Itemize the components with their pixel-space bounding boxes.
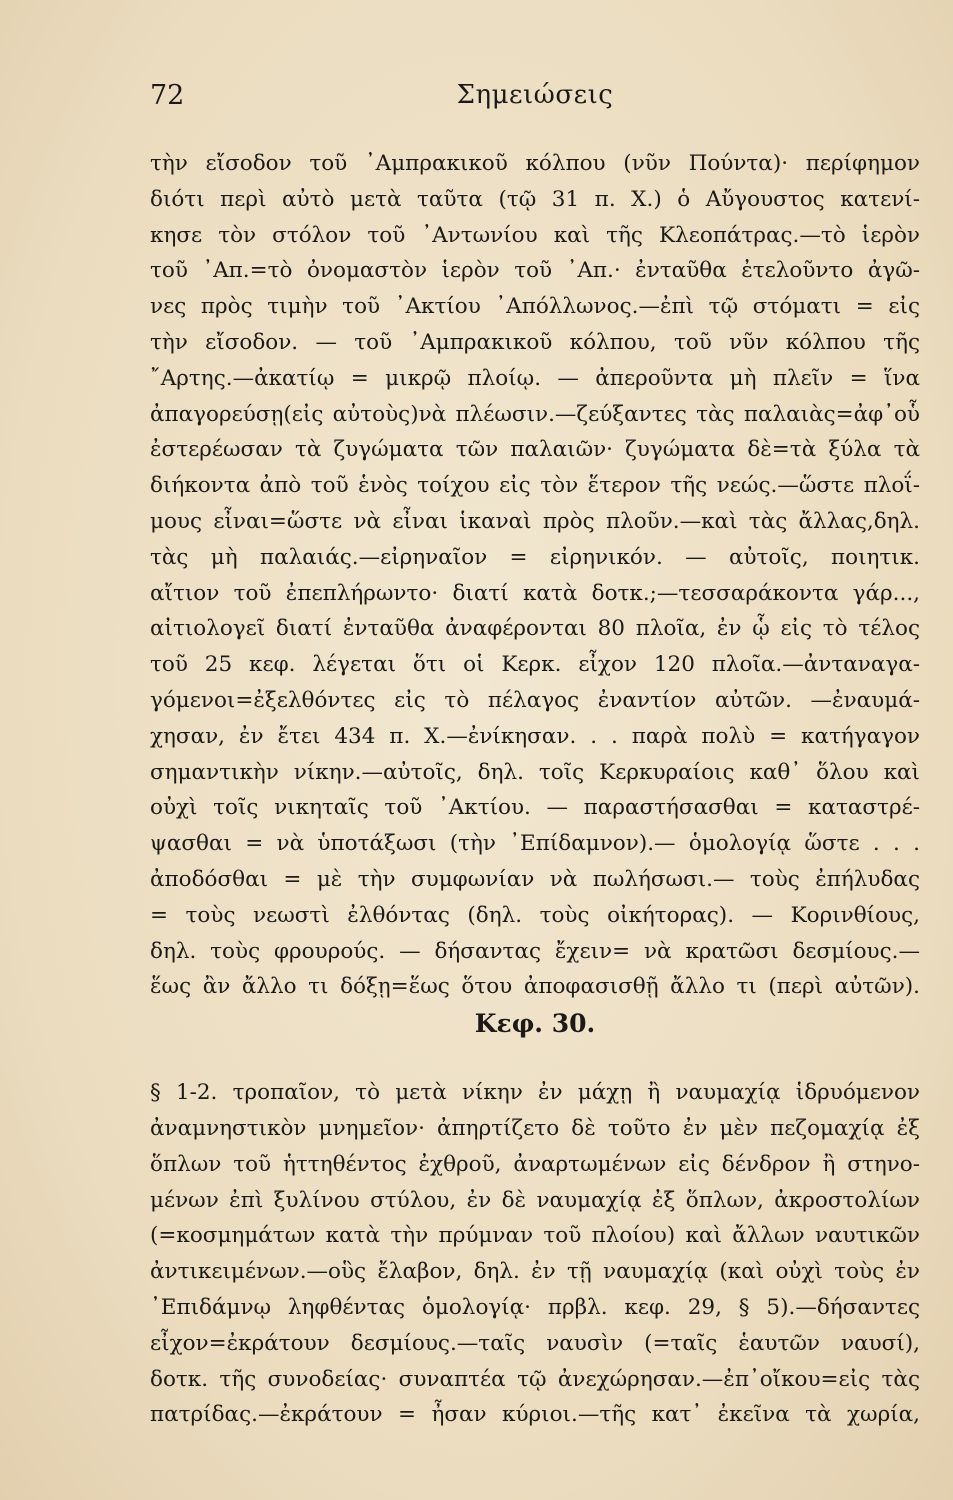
text-line: ἕως ἂν ἄλλο τι δόξῃ=ἕως ὅτου ἀποφασισθῇ ἄλλο τι (περὶ αὐτῶν).: [150, 974, 920, 1000]
text-line: κησε τὸν στόλον τοῦ ᾿Αντωνίου καὶ τῆς Κλεοπάτρας.—τὸ ἱερὸν: [150, 222, 920, 248]
text-line: αἴτιον τοῦ ἐπεπλήρωντο· διατί κατὰ δοτκ.;—τεσσαράκοντα γάρ...,: [150, 580, 920, 606]
text-line: ἀναμνηστικὸν μνημεῖον· ἀπηρτίζετο δὲ τοῦτο ἐν μὲν πεζομαχίᾳ ἐξ: [150, 1115, 920, 1141]
text-line: τοῦ 25 κεφ. λέγεται ὅτι οἱ Κερκ. εἶχον 120 πλοῖα.—ἀνταναγα-: [150, 652, 920, 678]
text-line: ἀντικειμένων.—οὓς ἔλαβον, δηλ. ἐν τῇ ναυμαχίᾳ (καὶ οὐχὶ τοὺς ἐν: [150, 1259, 920, 1285]
text-line: τοῦ ᾿Απ.=τὸ ὀνομαστὸν ἱερὸν τοῦ ᾿Απ.· ἐνταῦθα ἐτελοῦντο ἀγῶ-: [150, 258, 920, 284]
text-line: (=κοσμημάτων κατὰ τὴν πρύμναν τοῦ πλοίου) καὶ ἄλλων ναυτικῶν: [150, 1223, 920, 1249]
text-line: γόμενοι=ἐξελθόντες εἰς τὸ πέλαγος ἐναντίον αὐτῶν. —ἐναυμά-: [150, 687, 920, 713]
text-line: ψασθαι = νὰ ὑποτάξωσι (τὴν ᾿Επίδαμνον).— ὁμολογίᾳ ὥστε . . .: [150, 831, 920, 857]
text-line: διότι περὶ αὐτὸ μετὰ ταῦτα (τῷ 31 π. Χ.) ὁ Αὔγουστος κατενί-: [150, 186, 920, 212]
text-line: ἐστερέωσαν τὰ ζυγώματα τῶν παλαιῶν· ζυγώματα δὲ=τὰ ξύλα τὰ: [150, 437, 920, 463]
text-line: ἀποδόσθαι = μὲ τὴν συμφωνίαν νὰ πωλήσωσι.— τοὺς ἐπήλυδας: [150, 866, 920, 892]
text-line: οὐχὶ τοῖς νικηταῖς τοῦ ᾿Ακτίου. — παραστήσασθαι = καταστρέ-: [150, 795, 920, 821]
notes-after-section: [150, 1075, 920, 1433]
page-header: [150, 80, 920, 120]
chapter-heading: Κεφ. 30.: [474, 1009, 596, 1039]
text-line: χησαν, ἐν ἔτει 434 π. Χ.—ἐνίκησαν. . . παρὰ πολὺ = κατήγαγον: [150, 723, 920, 749]
notes-body: [150, 146, 920, 1433]
page-number: 72: [150, 80, 185, 111]
text-line: δοτκ. τῆς συνοδείας· συναπτέα τῷ ἀνεχώρησαν.—ἐπ᾿οἴκου=εἰς τὰς: [150, 1366, 920, 1392]
text-line: μους εἶναι=ὥστε νὰ εἶναι ἱκαναὶ πρὸς πλοῦν.—καὶ τὰς ἄλλας,δηλ.: [150, 508, 920, 534]
text-line: πατρίδας.—ἐκράτουν = ἦσαν κύριοι.—τῆς κατ᾿ ἐκεῖνα τὰ χωρία,: [150, 1402, 920, 1428]
text-line: ἀπαγορεύσῃ(εἰς αὐτοὺς)νὰ πλέωσιν.—ζεύξαντες τὰς παλαιὰς=ἀφ᾿οὗ: [150, 401, 920, 427]
text-line: = τοὺς νεωστὶ ἐλθόντας (δηλ. τοὺς οἰκήτορας). — Κορινθίους,: [150, 902, 920, 928]
running-title: Σημειώσεις: [456, 80, 614, 110]
text-line: ᾿Επιδάμνῳ ληφθέντας ὁμολογίᾳ· πρβλ. κεφ. 29, § 5).—δήσαντες: [150, 1294, 920, 1320]
chapter-heading-block: [150, 1005, 920, 1075]
text-line: ὅπλων τοῦ ἡττηθέντος ἐχθροῦ, ἀναρτωμένων εἰς δένδρον ἢ στηνο-: [150, 1151, 920, 1177]
text-line: § 1-2. τροπαῖον, τὸ μετὰ νίκην ἐν μάχῃ ἢ ναυμαχίᾳ ἱδρυόμενον: [150, 1080, 920, 1106]
text-line: εἶχον=ἐκράτουν δεσμίους.—ταῖς ναυσὶν (=ταῖς ἑαυτῶν ναυσί),: [150, 1330, 920, 1356]
text-line: τὴν εἴσοδον. — τοῦ ᾿Αμπρακικοῦ κόλπου, τοῦ νῦν κόλπου τῆς: [150, 329, 920, 355]
text-line: τὴν εἴσοδον τοῦ ᾿Αμπρακικοῦ κόλπου (νῦν Πούντα)· περίφημον: [150, 151, 920, 176]
text-line: σημαντικὴν νίκην.—αὐτοῖς, δηλ. τοῖς Κερκυραίοις καθ᾿ ὅλου καὶ: [150, 759, 920, 785]
text-line: ῎Αρτης.—ἀκατίῳ = μικρῷ πλοίῳ. — ἀπεροῦντα μὴ πλεῖν = ἵνα: [150, 365, 920, 391]
text-line: νες πρὸς τιμὴν τοῦ ᾿Ακτίου ᾿Απόλλωνος.—ἐπὶ τῷ στόματι = εἰς: [150, 294, 920, 320]
text-line: τὰς μὴ παλαιάς.—εἰρηναῖον = εἰρηνικόν. — αὐτοῖς, ποιητικ.: [150, 544, 920, 570]
text-line: αἰτιολογεῖ διατί ἐνταῦθα ἀναφέρονται 80 πλοῖα, ἐν ᾧ εἰς τὸ τέλος: [150, 616, 920, 642]
text-line: δηλ. τοὺς φρουρούς. — δήσαντας ἔχειν= νὰ κρατῶσι δεσμίους.—: [150, 938, 920, 964]
notes-before-section: [150, 146, 920, 1005]
text-line: μένων ἐπὶ ξυλίνου στύλου, ἐν δὲ ναυμαχίᾳ ἐξ ὅπλων, ἀκροστολίων: [150, 1187, 920, 1213]
text-line: διήκοντα ἀπὸ τοῦ ἑνὸς τοίχου εἰς τὸν ἕτερον τῆς νεώς.—ὥστε πλοΐ-: [150, 473, 920, 499]
